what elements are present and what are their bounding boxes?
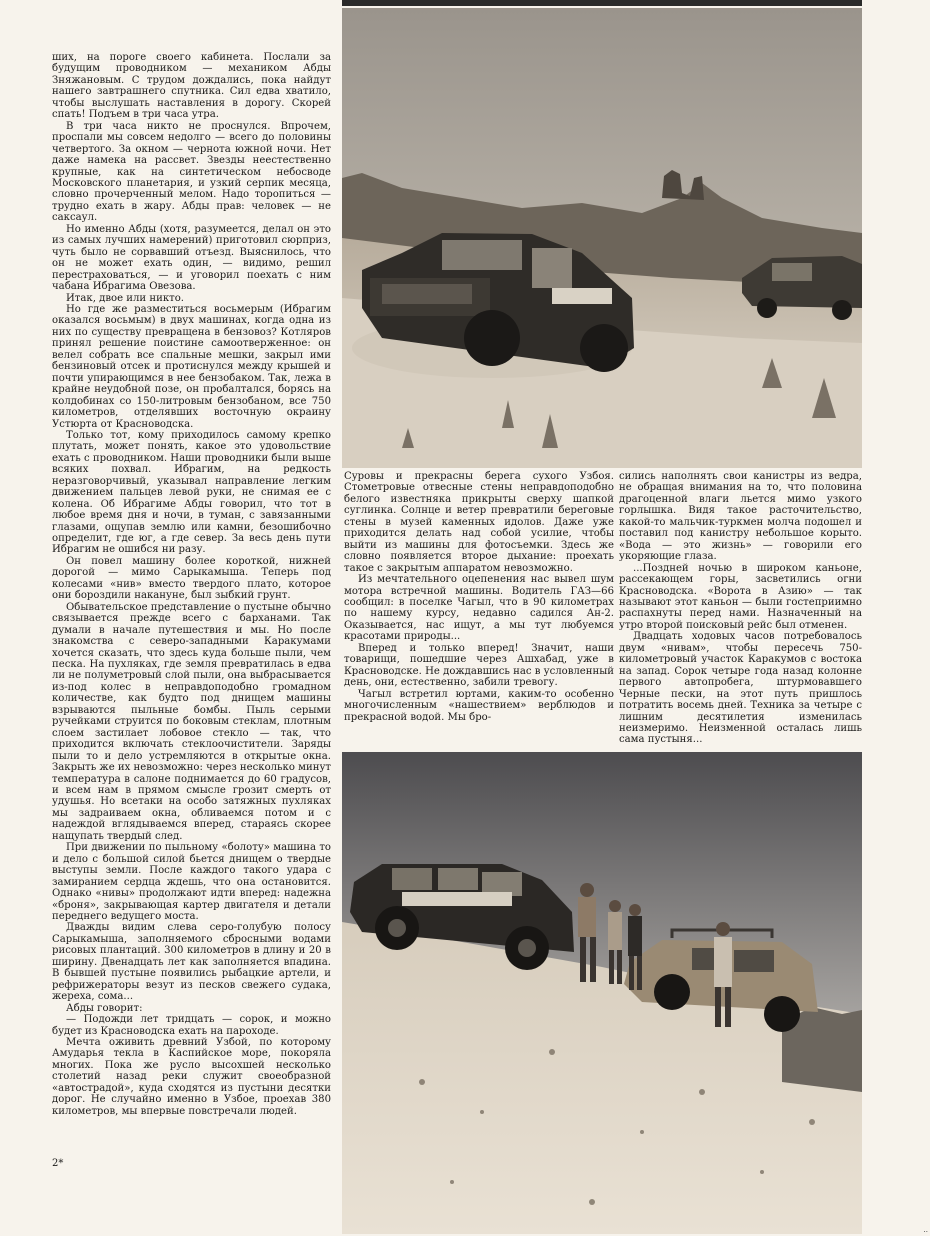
paragraph: Из мечтательного оцепенения нас вывел шум мотора встречной машины. Водитель ГАЗ—66 сообщил: в поселке Чагыл, что в 90 километрах по нашему курсу, недавно садился Ан-2. Оказывается, нас ищут, а мы тут любуемся красотами природы... (344, 574, 614, 643)
photo-illustration (342, 752, 862, 1234)
paragraph: Мечта оживить древний Узбой, по которому Амударья текла в Каспийское море, покоряла многих. Пока же русло высохшей несколько столетий назад реки служит своеобразной «автострадой», куда сходятся из пустыни десятки дорог. Не случайно именно в Узбое, проехав 380 километров, мы впервые повстречали людей. (52, 1036, 331, 1117)
text-column-3 (619, 471, 862, 767)
paragraph: При движении по пыльному «болоту» машина то и дело с большой силой бьется днищем о твердые выступы земли. После каждого такого удара с замиранием сердца ждешь, что она остановится. Однако «нивы» продолжают идти вперед: надежна «броня», закрывающая картер двигателя и детали переднего ведущего моста. (52, 842, 331, 922)
text-column-1 (52, 52, 331, 1117)
paragraph: сились наполнять свои канистры из ведра, не обращая внимания на то, что половина драгоценной влаги льется мимо узкого горлышка. Видя такое расточительство, какой-то мальчик-туркмен молча подошел и поставил под канистру небольшое корыто. «Вода — это жизнь» — говорили его укоряющие глаза. (619, 471, 862, 563)
paragraph: Обывательское представление о пустыне обычно связывается прежде всего с барханами. Так думали в начале путешествия и мы. Но после знакомства с северо-западными Каракумами хочется сказать, что здесь куда больше пыли, чем песка. На пухляках, где земля превратилась в едва ли не полуметровый слой пыли, она выбрасывается из-под колес в неправдоподобно громадном количестве, как будто под днищем машины взрываются пыльные бомбы. Пыль серыми ручейками струится по боковым стеклам, плотным слоем застилает лобовое стекло — так, что приходится включать стеклоочистители. Заряды пыли то и дело устремляются в открытые окна. Закрыть же их невозможно: через несколько минут температура в салоне поднимается до 60 градусов, и всем нам в прямом смысле грозит смерть от удушья. Но всетаки на особо затяжных пухляках мы задраиваем окна, обливаемся потом и с надеждой вглядываемся вперед, стараясь скорее нащупать твердый след. (52, 601, 331, 842)
paragraph: В три часа никто не проснулся. Впрочем, проспали мы совсем недолго — всего до половины четвертого. За окном — чернота южной ночи. Нет даже намека на рассвет. Звезды неестественно крупные, как на синтетическом небосводе Московского планетария, и узкий серпик месяца, словно прочерченный мелом. Надо торопиться — трудно ехать в жару. Абды прав: человек — не саксаул. (52, 120, 331, 224)
text-column-2 (344, 471, 614, 723)
paragraph: ших, на пороге своего кабинета. Послали за будущим проводником — механиком Абды Зняжановым. С трудом дождались, пока найдут нашего завтрашнего спутника. Сил едва хватило, чтобы выслушать наставления в дорогу. Скорей спать! Подъем в три часа утра. (52, 52, 331, 121)
paragraph: Но именно Абды (хотя, разумеется, делал он это из самых лучших намерений) приготовил сюрприз, чуть было не сорвавший отъезд. Выяснилось, что он не может ехать один, — видимо, решил перестраховаться, — и уговорил поехать с ним чабана Ибрагима Овезова. (52, 223, 331, 293)
paragraph: Итак, двое или никто. (66, 292, 184, 304)
paragraph: Суровы и прекрасны берега сухого Узбоя. Стометровые отвесные стены неправдоподобно белого известняка прикрыты сверху шапкой суглинка. Солнце и ветер превратили береговые стены в музей каменных идолов. Даже уже приходится делать над собой усилие, чтобы выйти из машины для фотосъемки. Здесь же словно появляется второе дыхание: проехать такое с закрытым аппаратом невозможно. (344, 471, 614, 574)
paragraph: Дважды видим слева серо-голубую полосу Сарыкамыша, заполняемого сбросными водами рисовых плантаций. 300 километров в длину и 20 в ширину. Двенадцать лет как заполняется впадина. В бывшей пустыне появились рыбацкие артели, и рефрижераторы везут из песков свежего судака, жереха, сома... (52, 922, 331, 1003)
photo-niva-in-uzboy-canyon (342, 8, 862, 468)
paragraph: Чагыл встретил юртами, каким-то особенно многочисленным «нашествием» верблюдов и прекрасной водой. Мы бро- (344, 688, 614, 723)
page-number: 2* (52, 1158, 64, 1169)
photo-illustration (342, 8, 862, 468)
paragraph: Двадцать ходовых часов потребовалось двум «нивам», чтобы пересечь 750-километровый участок Каракумов с востока на запад. Сорок четыре года назад колонне первого автопробега, штурмовавшего Черные пески, на этот путь пришлось потратить восемь дней. Техника за четыре с лишним десятилетия изменилась неизмеримо. Неизменной осталась лишь сама пустыня... (619, 631, 862, 746)
paragraph: Он повел машину более короткой, нижней дорогой — мимо Сарыкамыша. Теперь под колесами «нив» вместо твердого плато, которое они бороздили накануне, был зыбкий грунт. (52, 555, 331, 602)
paragraph: Только тот, кому приходилось самому крепко плутать, может понять, какое это удовольствие ехать с проводником. Наши проводники были выше всяких похвал. Ибрагим, на редкость неразговорчивый, указывал направление легким движением пальцев левой руки, не снимая ее с колена. Об Ибрагиме Абды говорил, что тот в любое время дня и ночи, в туман, с завязанными глазами, ощупав землю или камни, безошибочно определит, где юг, а где север. За весь день пути Ибрагим не ошибся ни разу. (52, 429, 331, 556)
paragraph: Вперед и только вперед! Значит, наши товарищи, пошедшие через Ашхабад, уже в Красноводске. Не дождавшись нас в условленный день, они, естественно, забили тревогу. (344, 642, 614, 689)
edge-mark: ·· (923, 1228, 928, 1236)
paragraph: Абды говорит: (66, 1002, 143, 1014)
paragraph: Но где же разместиться восьмерым (Ибрагим оказался восьмым) в двух машинах, когда одна из них по существу превращена в бензовоз? Котляров принял решение поистине самоотверженное: он велел собрать все спальные мешки, закрыл ими бензиновый отсек и протиснулся между крышей и почти упирающимся в нее бензобаком. Так, лежа в крайне неудобной позе, он пробалтался, борясь на колдобинах со 150-литровым бензобаном, все 750 километров, отделявших восточную окраину Устюрта от Красноводска. (52, 303, 331, 430)
paragraph: — Подожди лет тридцать — сорок, и можно будет из Красноводска ехать на пароходе. (52, 1014, 331, 1037)
top-rule (342, 0, 862, 6)
photo-two-nivas-on-dune (342, 752, 862, 1234)
paragraph: ...Поздней ночью в широком каньоне, рассекающем горы, засветились огни Красноводска. «Ворота в Азию» — так называют этот каньон — были гостеприимно распахнуты перед нами. Назначенный на утро второй поисковый рейс был отменен. (619, 562, 862, 631)
